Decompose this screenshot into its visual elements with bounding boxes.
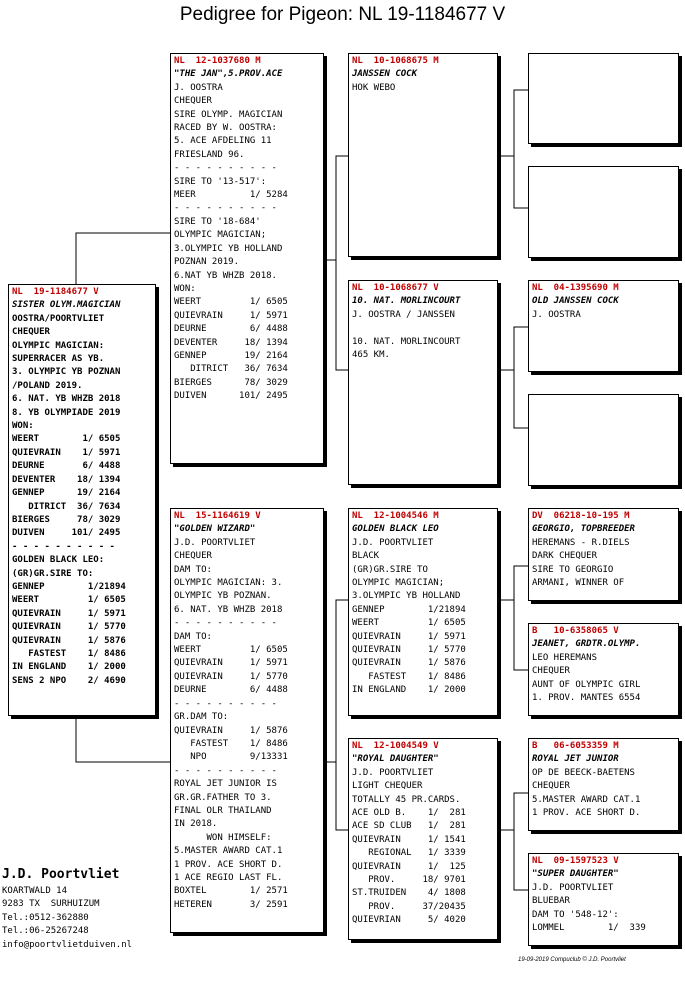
card-main-pigeon <box>8 284 156 716</box>
card-line: CHEQUER <box>174 96 212 107</box>
card-line: 5. ACE AFDELING 11 <box>174 136 272 147</box>
card-line: QUIEVRAIN 1/ 5770 <box>352 645 466 656</box>
card-line: (GR)GR.SIRE TO: <box>12 568 94 579</box>
card-line: OOSTRA/POORTVLIET <box>12 313 105 324</box>
card-line: DUIVEN 101/ 2495 <box>174 391 288 402</box>
card-line: HEREMANS - R.DIELS <box>532 537 630 548</box>
card-line: TOTALLY 45 PR.CARDS. <box>352 794 461 805</box>
ring-number: NL 15-1164619 V <box>174 511 261 521</box>
card-line: J. OOSTRA <box>532 309 581 320</box>
card-line: QUIEVRAIN 1/ 5876 <box>12 635 126 646</box>
card-line: CHEQUER <box>532 781 570 792</box>
card-dam-dam-dam <box>528 853 679 946</box>
pigeon-name: "GOLDEN WIZARD" <box>174 524 256 535</box>
card-line: HOK WEBO <box>352 82 396 93</box>
card-dam <box>170 508 324 933</box>
card-sire <box>170 53 324 464</box>
card-line: REGIONAL 1/ 3339 <box>352 848 466 859</box>
card-line: GENNEP 19/ 2164 <box>174 350 288 361</box>
card-line: HETEREN 3/ 2591 <box>174 899 288 910</box>
card-line: 9283 TX SURHUIZUM <box>2 899 100 910</box>
card-line: WEERT 1/ 6505 <box>174 297 288 308</box>
card-line: GR.DAM TO: <box>174 712 229 723</box>
card-line: - - - - - - - - - - <box>174 765 277 776</box>
ring-number: B 06-6053359 M <box>532 741 619 751</box>
card-line: 1. PROV. MANTES 6554 <box>532 693 641 704</box>
card-line: FASTEST 1/ 8486 <box>352 671 466 682</box>
card-dam-sire-dam <box>528 623 679 716</box>
card-line: 6. NAT. YB WHZB 2018 <box>12 394 121 405</box>
card-line: IN ENGLAND 1/ 2000 <box>12 662 126 673</box>
card-line: FASTEST 1/ 8486 <box>12 648 126 659</box>
ring-number: B 10-6358065 V <box>532 626 619 636</box>
card-line: RACED BY W. OOSTRA: <box>174 123 277 134</box>
card-lines <box>352 767 494 928</box>
pigeon-name: "SUPER DAUGHTER" <box>532 869 619 880</box>
card-line: QUIEVRAIN 1/ 5876 <box>174 725 288 736</box>
card-line: OP DE BEECK-BAETENS <box>532 767 635 778</box>
card-lines <box>352 537 494 698</box>
card-lines <box>174 82 320 404</box>
card-line: - - - - - - - - - - <box>174 163 277 174</box>
card-sire-sire-sire <box>528 53 679 144</box>
card-line: J. OOSTRA / JANSSEN <box>352 309 455 320</box>
card-line: WON: <box>174 283 196 294</box>
card-line: ACE SD CLUB 1/ 281 <box>352 821 466 832</box>
card-line: DAM TO '548-12': <box>532 909 619 920</box>
card-dam-dam <box>348 738 498 940</box>
ring-number: NL 12-1037680 M <box>174 56 261 66</box>
card-line: NPO 9/13331 <box>174 752 288 763</box>
card-line: Tel.:0512-362880 <box>2 912 89 923</box>
ring-number: NL 12-1004546 M <box>352 511 439 521</box>
card-line: FINAL OLR THAILAND <box>174 805 272 816</box>
card-line: info@poortvlietduiven.nl <box>2 939 133 950</box>
card-dam-sire-sire <box>528 508 679 601</box>
card-line: ROYAL JET JUNIOR IS <box>174 779 277 790</box>
card-line: - - - - - - - - - - <box>12 541 115 552</box>
card-line: 8. YB OLYMPIADE 2019 <box>12 407 121 418</box>
pigeon-name: "THE JAN",5.PROV.ACE <box>174 69 283 80</box>
card-line: MEER 1/ 5284 <box>174 190 288 201</box>
card-line: DITRICT 36/ 7634 <box>12 501 121 512</box>
card-sire-dam <box>348 280 498 485</box>
pigeon-name: JANSSEN COCK <box>352 69 418 80</box>
card-line: 1 PROV. ACE SHORT D. <box>532 808 641 819</box>
card-line: QUIEVRAIN 1/ 125 <box>352 861 466 872</box>
card-line: SIRE TO '13-517': <box>174 176 267 187</box>
card-line: - - - - - - - - - - <box>174 203 277 214</box>
card-line: QUIEVRAIN 1/ 5971 <box>174 658 288 669</box>
card-lines <box>12 313 152 688</box>
card-line: DEVENTER 18/ 1394 <box>12 474 121 485</box>
card-line: WEERT 1/ 6505 <box>174 645 288 656</box>
card-line: QUIEVRAIN 1/ 1541 <box>352 834 466 845</box>
card-line: ACE OLD B. 1/ 281 <box>352 808 466 819</box>
card-line: GENNEP 1/21894 <box>352 604 466 615</box>
card-line: J.D. POORTVLIET <box>532 882 614 893</box>
card-line: BLACK <box>352 551 380 562</box>
card-line: FASTEST 1/ 8486 <box>174 738 288 749</box>
card-line: ST.TRUIDEN 4/ 1808 <box>352 888 466 899</box>
card-line: 3.OLYMPIC YB HOLLAND <box>174 243 283 254</box>
card-line: DEURNE 6/ 4488 <box>174 324 288 335</box>
card-line: DAM TO: <box>174 631 212 642</box>
card-dam-dam-sire <box>528 738 679 831</box>
card-line: POZNAN 2019. <box>174 257 240 268</box>
card-line: WON HIMSELF: <box>174 832 272 843</box>
pigeon-name: GEORGIO, TOPBREEDER <box>532 524 635 535</box>
card-line: 5.MASTER AWARD CAT.1 <box>532 794 641 805</box>
card-line: BLUEBAR <box>532 896 570 907</box>
card-line: 6. NAT. YB WHZB 2018 <box>174 604 283 615</box>
card-line: OLYMPIC MAGICIAN; <box>174 230 267 241</box>
card-line: GENNEP 1/21894 <box>12 581 126 592</box>
ring-number: NL 12-1004549 V <box>352 741 439 751</box>
page-title: Pedigree for Pigeon: NL 19-1184677 V <box>179 4 506 25</box>
card-line: SENS 2 NPO 2/ 4690 <box>12 675 126 686</box>
card-line: QUIEVRIAN 5/ 4020 <box>352 915 466 926</box>
card-line: SIRE TO '18-684' <box>174 216 261 227</box>
card-line: BIERGES 78/ 3029 <box>12 514 121 525</box>
ring-number: NL 09-1597523 V <box>532 856 619 866</box>
card-line: OLYMPIC YB POZNAN. <box>174 591 272 602</box>
card-line: SIRE TO GEORGIO <box>532 564 614 575</box>
card-lines <box>174 537 320 912</box>
ring-number: NL 10-1068675 M <box>352 56 439 66</box>
card-line: 465 KM. <box>352 350 390 361</box>
card-line: QUIEVRAIN 1/ 5876 <box>352 658 466 669</box>
pigeon-name: OLD JANSSEN COCK <box>532 296 619 307</box>
card-line: J.D. POORTVLIET <box>174 537 256 548</box>
card-line: BIERGES 78/ 3029 <box>174 377 288 388</box>
card-line: DEVENTER 18/ 1394 <box>174 337 288 348</box>
card-lines <box>532 309 675 322</box>
card-line: J.D. POORTVLIET <box>352 767 434 778</box>
card-lines <box>532 882 675 936</box>
card-line: 1 PROV. ACE SHORT D. <box>174 859 283 870</box>
card-sire-sire-dam <box>528 166 679 258</box>
breeder-lines <box>2 885 132 952</box>
card-line: DARK CHEQUER <box>532 551 598 562</box>
card-dam-sire <box>348 508 498 716</box>
card-line: - - - - - - - - - - <box>174 618 277 629</box>
card-line: PROV. 37/20435 <box>352 901 466 912</box>
card-line: DEURNE 6/ 4488 <box>12 461 121 472</box>
card-line: KOARTWALD 14 <box>2 886 68 896</box>
card-lines <box>352 82 494 95</box>
card-line: WEERT 1/ 6505 <box>12 434 121 445</box>
card-line: /POLAND 2019. <box>12 380 83 391</box>
pigeon-name: JEANET, GRDTR.OLYMP. <box>532 639 641 650</box>
card-line: LOMMEL 1/ 339 <box>532 923 646 934</box>
card-line: DAM TO: <box>174 564 212 575</box>
card-line: - - - - - - - - - - <box>174 698 277 709</box>
card-sire-dam-dam <box>528 280 679 372</box>
card-line: WEERT 1/ 6505 <box>352 618 466 629</box>
card-line <box>352 322 494 335</box>
footer-note: 19-09-2019 Compuclub © J.D. Poortvliet <box>518 957 626 963</box>
card-line: OLYMPIC MAGICIAN: <box>12 340 105 351</box>
card-line: ARMANI, WINNER OF <box>532 578 625 589</box>
breeder-info <box>2 866 132 952</box>
card-line: CHEQUER <box>12 327 50 338</box>
card-lines <box>532 537 675 591</box>
card-line: QUIEVRAIN 1/ 5971 <box>12 608 126 619</box>
card-line: QUIEVRAIN 1/ 5971 <box>174 310 288 321</box>
card-line: SIRE OLYMP. MAGICIAN <box>174 109 283 120</box>
card-line: DITRICT 36/ 7634 <box>174 364 288 375</box>
card-line: DUIVEN 101/ 2495 <box>12 528 121 539</box>
ring-number: DV 06218-10-195 M <box>532 511 630 521</box>
card-line: LEO HEREMANS <box>532 652 598 663</box>
ring-number: NL 04-1395690 M <box>532 283 619 293</box>
card-line: QUIEVRAIN 1/ 5971 <box>352 631 466 642</box>
card-line: 3. OLYMPIC YB POZNAN <box>12 367 121 378</box>
card-line: QUIEVRAIN 1/ 5770 <box>12 622 126 633</box>
card-line: BOXTEL 1/ 2571 <box>174 886 288 897</box>
card-line: LIGHT CHEQUER <box>352 781 423 792</box>
card-line: IN ENGLAND 1/ 2000 <box>352 685 466 696</box>
card-line: (GR)GR.SIRE TO <box>352 564 428 575</box>
card-line: IN 2018. <box>174 819 218 830</box>
card-sire-dam-dam-empty <box>528 394 679 486</box>
card-line: PROV. 18/ 9701 <box>352 875 466 886</box>
card-line: GR.GR.FATHER TO 3. <box>174 792 272 803</box>
card-line: SUPERRACER AS YB. <box>12 354 105 365</box>
pigeon-name: SISTER OLYM.MAGICIAN <box>12 300 121 311</box>
pigeon-name: 10. NAT. MORLINCOURT <box>352 296 461 307</box>
ring-number: NL 10-1068677 V <box>352 283 439 293</box>
card-line: OLYMPIC MAGICIAN: 3. <box>174 578 283 589</box>
card-lines <box>352 309 494 363</box>
card-sire-sire <box>348 53 498 257</box>
ring-number: NL 19-1184677 V <box>12 287 99 297</box>
card-line: AUNT OF OLYMPIC GIRL <box>532 679 641 690</box>
card-line: 3.OLYMPIC YB HOLLAND <box>352 591 461 602</box>
card-line: WEERT 1/ 6505 <box>12 595 126 606</box>
card-line: QUIEVRAIN 1/ 5971 <box>12 447 121 458</box>
card-lines <box>532 767 675 821</box>
card-line: QUIEVRAIN 1/ 5770 <box>174 671 288 682</box>
card-line: CHEQUER <box>532 666 570 677</box>
card-line: GOLDEN BLACK LEO: <box>12 555 105 566</box>
breeder-name: J.D. Poortvliet <box>2 867 120 882</box>
card-line: OLYMPIC MAGICIAN; <box>352 578 445 589</box>
card-line: GENNEP 19/ 2164 <box>12 488 121 499</box>
card-lines <box>532 652 675 706</box>
pigeon-name: GOLDEN BLACK LEO <box>352 524 439 535</box>
card-line: 6.NAT YB WHZB 2018. <box>174 270 277 281</box>
card-line: J. OOSTRA <box>174 82 223 93</box>
card-line: 5.MASTER AWARD CAT.1 <box>174 846 283 857</box>
card-line: CHEQUER <box>174 551 212 562</box>
pigeon-name: "ROYAL DAUGHTER" <box>352 754 439 765</box>
card-line: FRIESLAND 96. <box>174 149 245 160</box>
card-line: J.D. POORTVLIET <box>352 537 434 548</box>
pigeon-name: ROYAL JET JUNIOR <box>532 754 619 765</box>
card-line: WON: <box>12 421 34 432</box>
card-line: 10. NAT. MORLINCOURT <box>352 336 461 347</box>
card-line: DEURNE 6/ 4488 <box>174 685 288 696</box>
card-line: Tel.:06-25267248 <box>2 926 89 937</box>
card-line: 1 ACE REGIO LAST FL. <box>174 872 283 883</box>
